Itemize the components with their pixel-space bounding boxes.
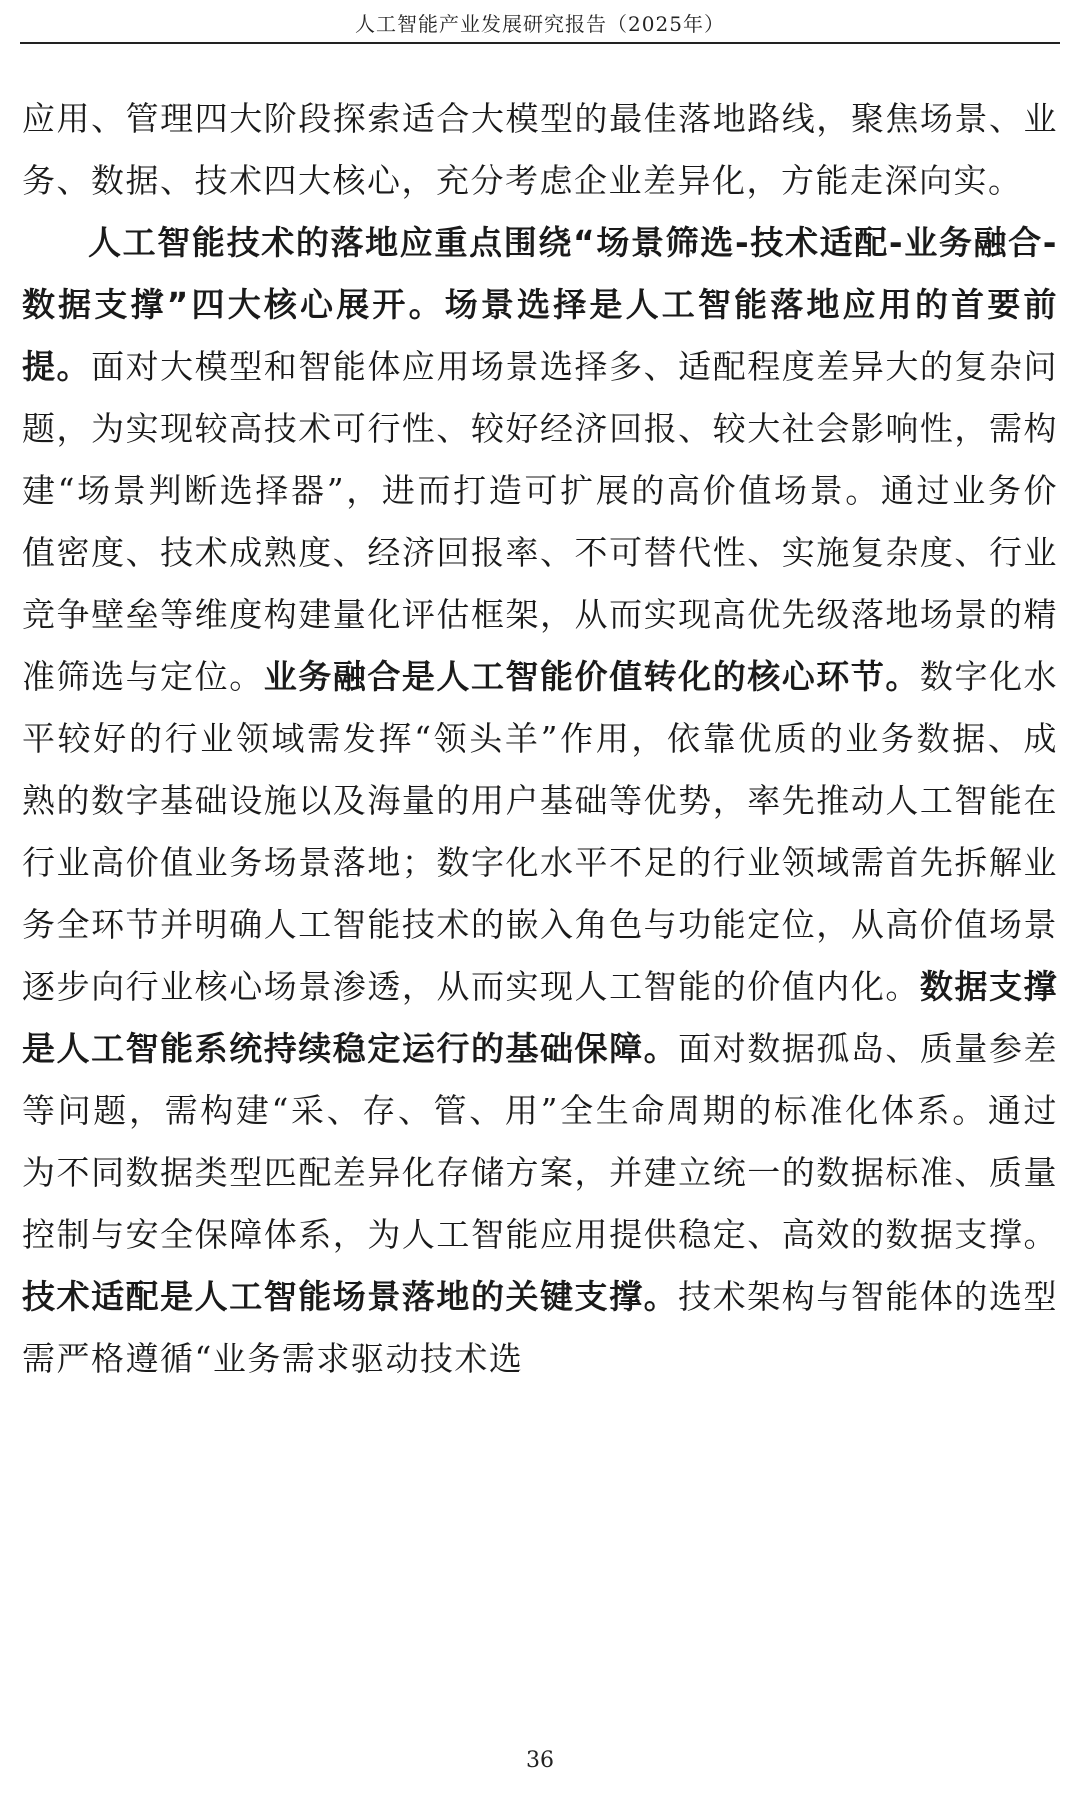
page-header — [0, 0, 1080, 40]
text-run: 面对数据孤岛、质量参差等问题，需构建“采、存、管、用”全生命周期的标准化体系。通过为不同数据类型匹配差异化存储方案，并建立统一的数据标准、质量控制与安全保障体系，为人工智能应用提供稳定、高效的数据支撑。 — [22, 1029, 1059, 1254]
paragraph-continuation — [22, 88, 1058, 212]
bold-heading-tech-adaptation: 技术适配是人工智能场景落地的关键支撑。 — [22, 1277, 679, 1316]
running-header-title: 人工智能产业发展研究报告（2025年） — [355, 12, 725, 36]
paragraph-main — [22, 212, 1058, 1390]
page-number: 36 — [526, 1748, 554, 1773]
bold-heading-data-support: 数据支撑是人工智能系统持续稳定运行的基础保障。 — [22, 967, 1059, 1068]
text-run: 技术架构与智能体的选型需严格遵循“业务需求驱动技术选 — [22, 1277, 1059, 1378]
bold-heading-business-integration: 业务融合是人工智能价值转化的核心环节。 — [263, 657, 920, 696]
text-run: 面对大模型和智能体应用场景选择多、适配程度差异大的复杂问题，为实现较高技术可行性、较好经济回报、较大社会影响性，需构建“场景判断选择器”，进而打造可扩展的高价值场景。通过业务价值密度、技术成熟度、经济回报率、不可替代性、实施复杂度、行业竞争壁垒等维度构建量化评估框架，从而实现高优先级落地场景的精准筛选与定位。 — [22, 347, 1059, 696]
text-run: 应用、管理四大阶段探索适合大模型的最佳落地路线，聚焦场景、业务、数据、技术四大核心，充分考虑企业差异化，方能走深向实。 — [22, 99, 1058, 200]
header-divider — [20, 42, 1060, 44]
bold-heading-scene-selection: 人工智能技术的落地应重点围绕“场景筛选-技术适配-业务融合-数据支撑”四大核心展开。场景选择是人工智能落地应用的首要前提。 — [22, 223, 1058, 386]
text-run: 数字化水平较好的行业领域需发挥“领头羊”作用，依靠优质的业务数据、成熟的数字基础设施以及海量的用户基础等优势，率先推动人工智能在行业高价值业务场景落地；数字化水平不足的行业领域需首先拆解业务全环节并明确人工智能技术的嵌入角色与功能定位，从高价值场景逐步向行业核心场景渗透，从而实现人工智能的价值内化。 — [22, 657, 1059, 1006]
body-text — [22, 88, 1058, 1390]
